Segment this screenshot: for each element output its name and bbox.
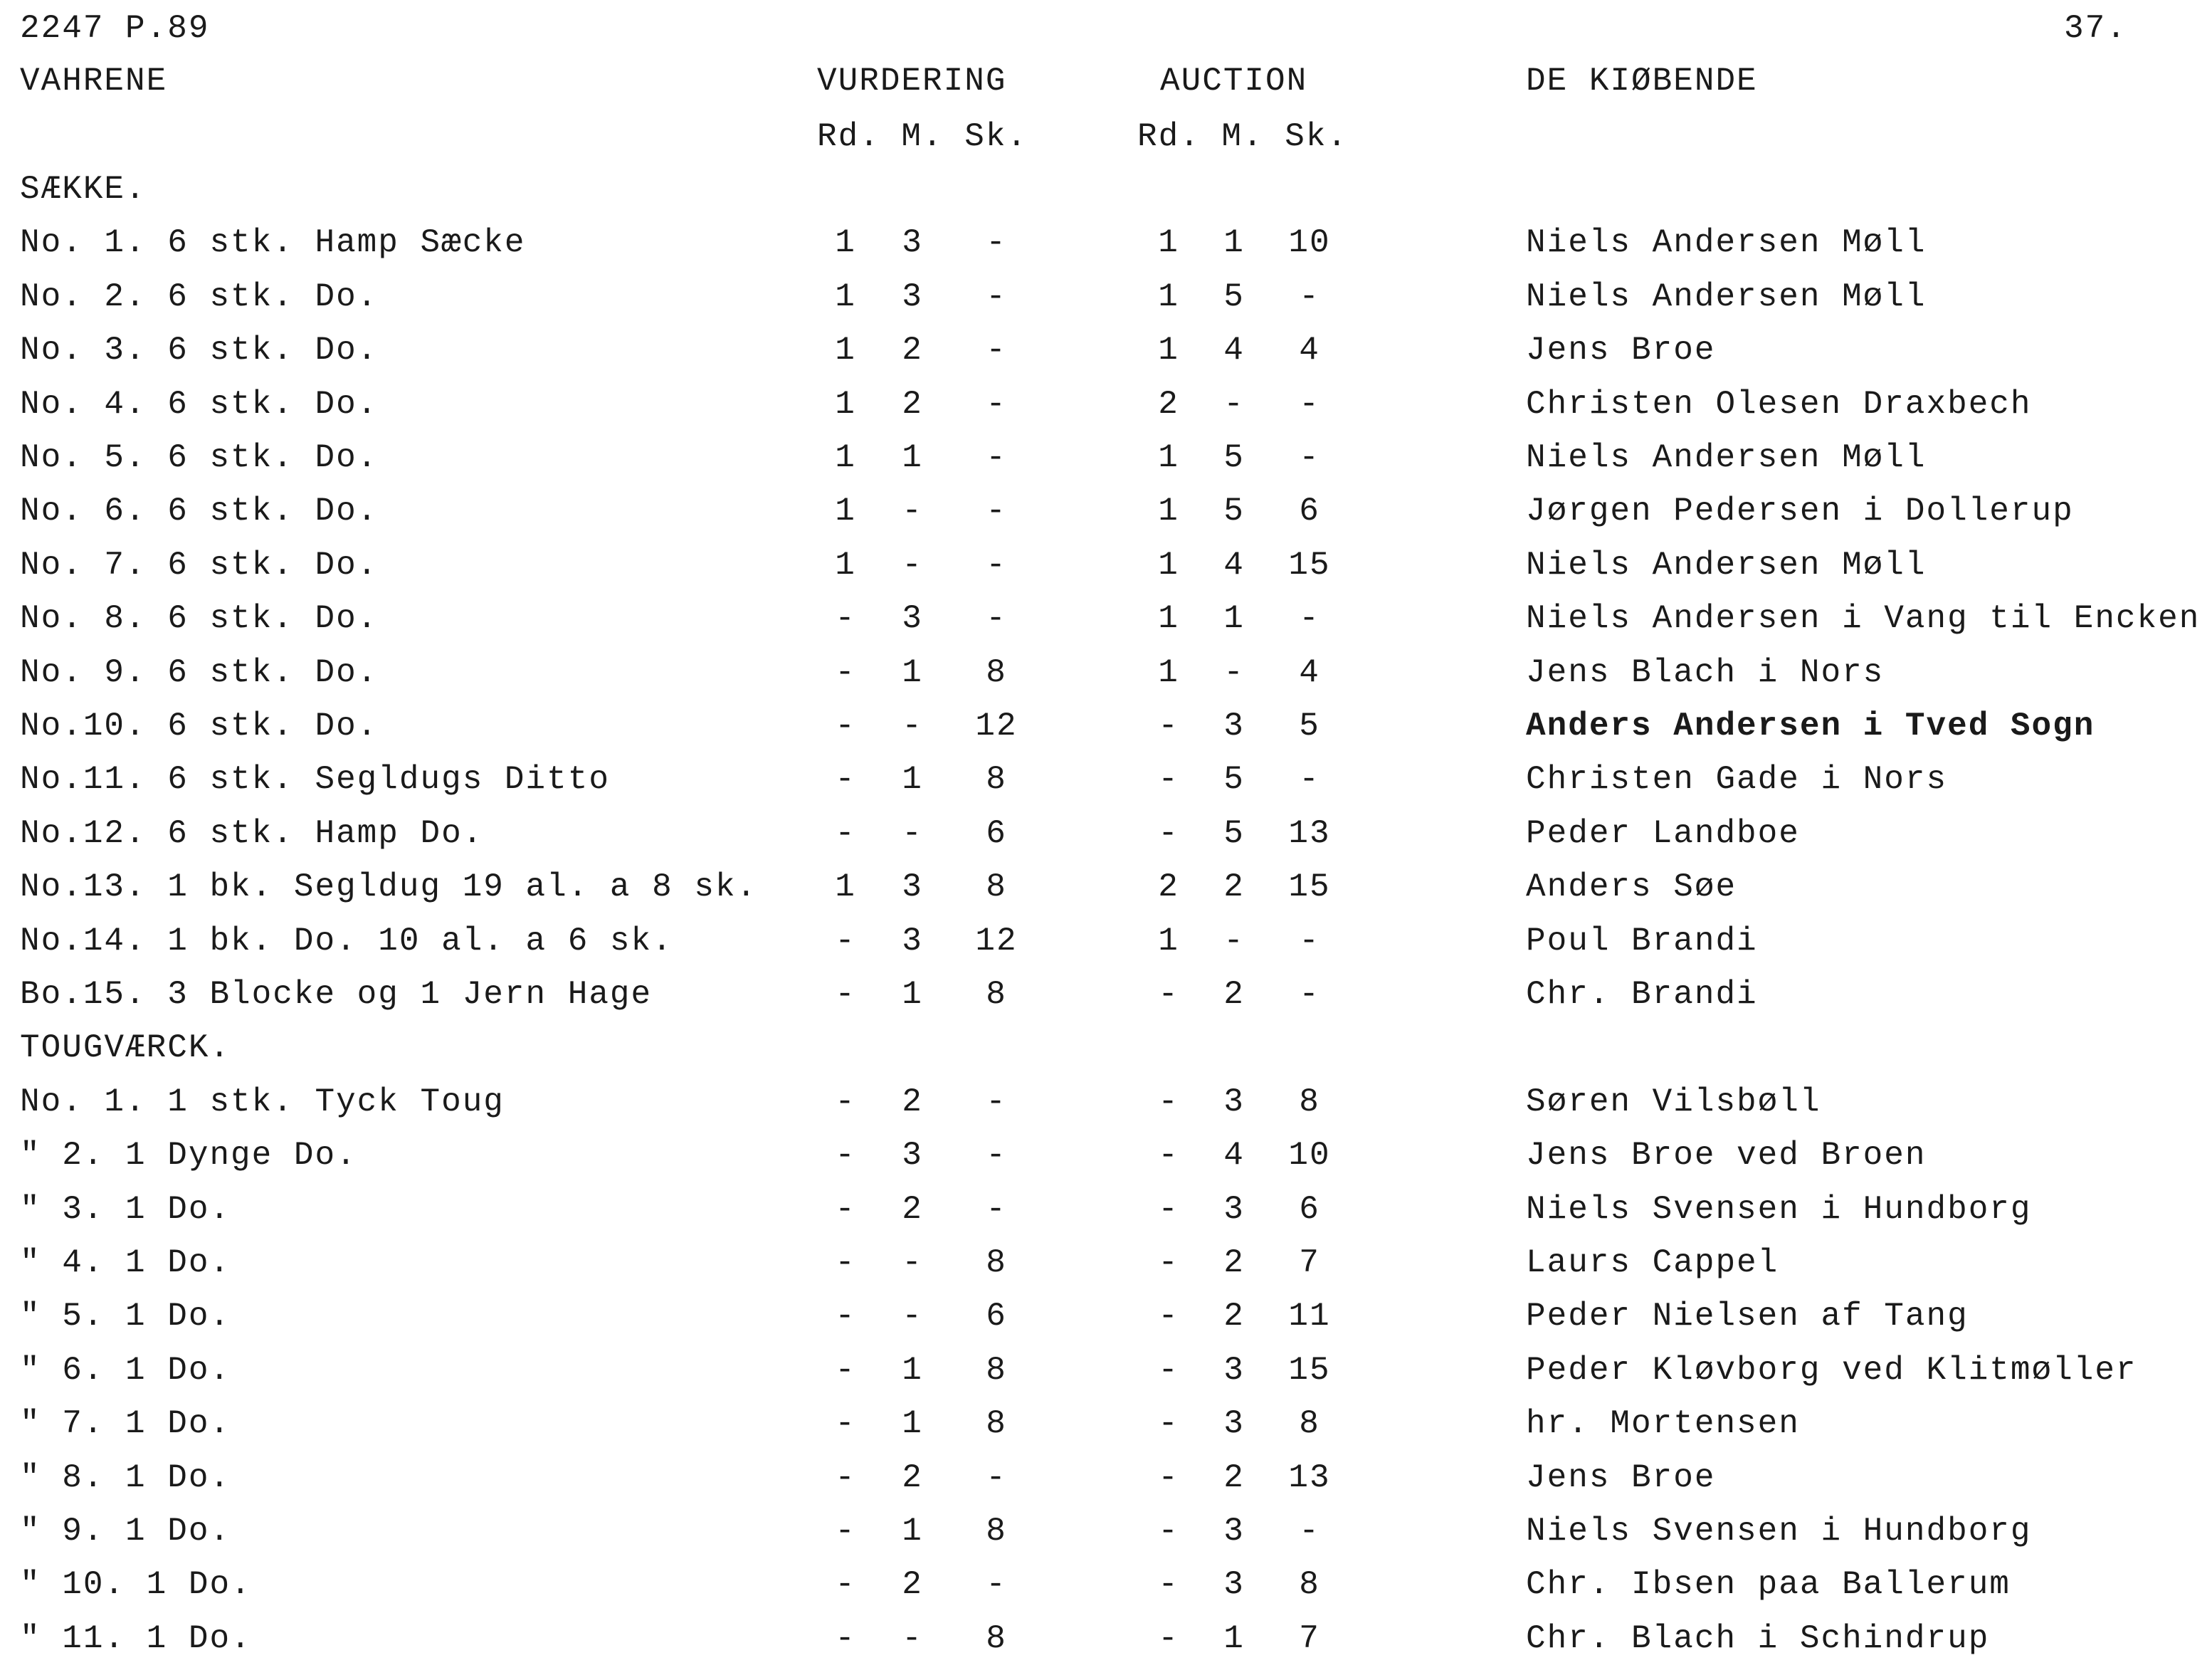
auction-m: 5 bbox=[1223, 761, 1245, 799]
auction-m: 3 bbox=[1223, 708, 1245, 745]
valuation-rd: - bbox=[835, 1298, 856, 1335]
table-row bbox=[0, 708, 2212, 757]
buyer-name: Jens Broe bbox=[1526, 1459, 1716, 1496]
auction-sk: 6 bbox=[1299, 493, 1320, 530]
valuation-m: 3 bbox=[902, 278, 923, 315]
valuation-rd: 1 bbox=[835, 546, 856, 584]
auction-sk: 8 bbox=[1299, 1566, 1320, 1604]
item-description: " 4. 1 Do. bbox=[20, 1244, 231, 1281]
valuation-sk: 8 bbox=[986, 1405, 1007, 1443]
valuation-rd: - bbox=[835, 1244, 856, 1281]
auction-sk: 5 bbox=[1299, 708, 1320, 745]
valuation-sk: 8 bbox=[986, 868, 1007, 906]
buyer-name: Christen Gade i Nors bbox=[1526, 761, 1948, 799]
valuation-rd: - bbox=[835, 1351, 856, 1389]
buyer-name: Chr. Ibsen paa Ballerum bbox=[1526, 1566, 2011, 1604]
auction-rd: 1 bbox=[1158, 653, 1179, 691]
auction-sk: 13 bbox=[1288, 814, 1331, 852]
valuation-m: - bbox=[902, 708, 923, 745]
auction-sk: 15 bbox=[1288, 1351, 1331, 1389]
auction-sk: - bbox=[1299, 385, 1320, 423]
valuation-sk: 8 bbox=[986, 976, 1007, 1013]
auction-sk: - bbox=[1299, 600, 1320, 638]
item-description: No. 8. 6 stk. Do. bbox=[20, 600, 379, 638]
auction-m: 3 bbox=[1223, 1405, 1245, 1443]
auction-sk: - bbox=[1299, 1513, 1320, 1550]
valuation-m: 3 bbox=[902, 224, 923, 262]
item-description: " 10. 1 Do. bbox=[20, 1566, 252, 1604]
auction-sk: 13 bbox=[1288, 1459, 1331, 1496]
auction-sk: 8 bbox=[1299, 1083, 1320, 1120]
table-row bbox=[0, 1513, 2212, 1563]
item-description: No. 4. 6 stk. Do. bbox=[20, 385, 379, 423]
auction-sk: 11 bbox=[1288, 1298, 1331, 1335]
auction-m: - bbox=[1223, 385, 1245, 423]
auction-sk: 15 bbox=[1288, 546, 1331, 584]
auction-rd: - bbox=[1158, 1619, 1179, 1657]
subheader-auction-units: Rd. M. Sk. bbox=[1137, 118, 1349, 155]
buyer-name: Peder Landboe bbox=[1526, 814, 1800, 852]
valuation-sk: 8 bbox=[986, 1244, 1007, 1281]
valuation-rd: 1 bbox=[835, 385, 856, 423]
buyer-name: hr. Mortensen bbox=[1526, 1405, 1800, 1443]
valuation-rd: - bbox=[835, 1137, 856, 1175]
auction-m: - bbox=[1223, 653, 1245, 691]
buyer-name: Niels Andersen Møll bbox=[1526, 439, 1927, 476]
auction-rd: - bbox=[1158, 1298, 1179, 1335]
auction-m: 3 bbox=[1223, 1513, 1245, 1550]
auction-sk: 4 bbox=[1299, 332, 1320, 369]
column-header-buyers: DE KIØBENDE bbox=[1526, 63, 1758, 100]
auction-m: 2 bbox=[1223, 976, 1245, 1013]
auction-m: 5 bbox=[1223, 493, 1245, 530]
auction-rd: 1 bbox=[1158, 278, 1179, 315]
column-header-valuation: VURDERING bbox=[817, 63, 1007, 100]
auction-sk: 7 bbox=[1299, 1244, 1320, 1281]
valuation-m: 2 bbox=[902, 1459, 923, 1496]
valuation-m: - bbox=[902, 546, 923, 584]
valuation-rd: - bbox=[835, 761, 856, 799]
auction-m: 5 bbox=[1223, 439, 1245, 476]
valuation-sk: 8 bbox=[986, 761, 1007, 799]
buyer-name: Niels Andersen Møll bbox=[1526, 546, 1927, 584]
valuation-m: 1 bbox=[902, 1351, 923, 1389]
auction-rd: - bbox=[1158, 814, 1179, 852]
valuation-sk: - bbox=[986, 224, 1007, 262]
valuation-sk: - bbox=[986, 278, 1007, 315]
item-description: No. 1. 1 stk. Tyck Toug bbox=[20, 1083, 505, 1120]
buyer-name: Peder Kløvborg ved Klitmøller bbox=[1526, 1351, 2137, 1389]
auction-m: 4 bbox=[1223, 1137, 1245, 1175]
subheader-valuation-units: Rd. M. Sk. bbox=[817, 118, 1028, 155]
auction-sk: 8 bbox=[1299, 1405, 1320, 1443]
valuation-m: 3 bbox=[902, 868, 923, 906]
valuation-m: 3 bbox=[902, 1137, 923, 1175]
valuation-sk: 8 bbox=[986, 1513, 1007, 1550]
valuation-rd: - bbox=[835, 1459, 856, 1496]
valuation-rd: - bbox=[835, 814, 856, 852]
auction-m: 3 bbox=[1223, 1566, 1245, 1604]
valuation-sk: - bbox=[986, 493, 1007, 530]
section-heading: TOUGVÆRCK. bbox=[20, 1029, 231, 1067]
valuation-rd: - bbox=[835, 1566, 856, 1604]
auction-sk: 4 bbox=[1299, 653, 1320, 691]
auction-sk: 10 bbox=[1288, 1137, 1331, 1175]
table-row bbox=[0, 1566, 2212, 1616]
valuation-rd: - bbox=[835, 976, 856, 1013]
table-row bbox=[0, 815, 2212, 865]
auction-rd: - bbox=[1158, 1244, 1179, 1281]
auction-rd: 1 bbox=[1158, 493, 1179, 530]
section-heading: SÆKKE. bbox=[20, 171, 147, 208]
valuation-sk: 12 bbox=[975, 922, 1018, 960]
valuation-rd: 1 bbox=[835, 332, 856, 369]
valuation-sk: - bbox=[986, 1459, 1007, 1496]
auction-m: 2 bbox=[1223, 868, 1245, 906]
buyer-name: Laurs Cappel bbox=[1526, 1244, 1779, 1281]
valuation-m: 1 bbox=[902, 653, 923, 691]
auction-rd: - bbox=[1158, 1351, 1179, 1389]
valuation-m: - bbox=[902, 1244, 923, 1281]
valuation-m: - bbox=[902, 814, 923, 852]
item-description: No. 1. 6 stk. Hamp Sæcke bbox=[20, 224, 526, 262]
valuation-m: - bbox=[902, 493, 923, 530]
auction-rd: 2 bbox=[1158, 385, 1179, 423]
item-description: " 3. 1 Do. bbox=[20, 1190, 231, 1228]
valuation-sk: 6 bbox=[986, 814, 1007, 852]
table-row bbox=[0, 1244, 2212, 1294]
buyer-name: Jens Broe ved Broen bbox=[1526, 1137, 1927, 1175]
item-description: No.14. 1 bk. Do. 10 al. a 6 sk. bbox=[20, 922, 673, 960]
valuation-rd: 1 bbox=[835, 493, 856, 530]
valuation-sk: - bbox=[986, 1137, 1007, 1175]
auction-m: 3 bbox=[1223, 1190, 1245, 1228]
auction-rd: - bbox=[1158, 1405, 1179, 1443]
auction-sk: - bbox=[1299, 439, 1320, 476]
valuation-sk: 8 bbox=[986, 1619, 1007, 1657]
valuation-rd: - bbox=[835, 653, 856, 691]
valuation-m: 2 bbox=[902, 1190, 923, 1228]
table-row bbox=[0, 1620, 2212, 1670]
auction-rd: - bbox=[1158, 1459, 1179, 1496]
auction-rd: 1 bbox=[1158, 332, 1179, 369]
auction-rd: - bbox=[1158, 1513, 1179, 1550]
valuation-rd: 1 bbox=[835, 439, 856, 476]
document-reference: 2247 P.89 bbox=[20, 10, 210, 47]
valuation-sk: 12 bbox=[975, 708, 1018, 745]
auction-m: 2 bbox=[1223, 1298, 1245, 1335]
table-row bbox=[0, 278, 2212, 328]
valuation-sk: - bbox=[986, 600, 1007, 638]
auction-rd: - bbox=[1158, 976, 1179, 1013]
item-description: No. 3. 6 stk. Do. bbox=[20, 332, 379, 369]
auction-sk: 6 bbox=[1299, 1190, 1320, 1228]
buyer-name: Søren Vilsbøll bbox=[1526, 1083, 1821, 1120]
auction-sk: - bbox=[1299, 761, 1320, 799]
table-row bbox=[0, 868, 2212, 918]
valuation-m: - bbox=[902, 1619, 923, 1657]
auction-rd: - bbox=[1158, 1137, 1179, 1175]
buyer-name: Niels Svensen i Hundborg bbox=[1526, 1190, 2032, 1228]
auction-m: 2 bbox=[1223, 1459, 1245, 1496]
item-description: No.10. 6 stk. Do. bbox=[20, 708, 379, 745]
valuation-rd: - bbox=[835, 1619, 856, 1657]
auction-m: 1 bbox=[1223, 224, 1245, 262]
buyer-name: Niels Andersen i Vang til Encken bbox=[1526, 600, 2201, 638]
item-description: No. 6. 6 stk. Do. bbox=[20, 493, 379, 530]
auction-rd: 1 bbox=[1158, 600, 1179, 638]
auction-m: 4 bbox=[1223, 546, 1245, 584]
auction-rd: - bbox=[1158, 761, 1179, 799]
table-row bbox=[0, 1298, 2212, 1348]
buyer-name: Niels Svensen i Hundborg bbox=[1526, 1513, 2032, 1550]
valuation-sk: - bbox=[986, 385, 1007, 423]
valuation-rd: - bbox=[835, 708, 856, 745]
valuation-m: 1 bbox=[902, 976, 923, 1013]
auction-sk: 15 bbox=[1288, 868, 1331, 906]
valuation-m: 1 bbox=[902, 1513, 923, 1550]
item-description: No. 2. 6 stk. Do. bbox=[20, 278, 379, 315]
auction-rd: - bbox=[1158, 708, 1179, 745]
valuation-m: 2 bbox=[902, 332, 923, 369]
buyer-name: Chr. Brandi bbox=[1526, 976, 1758, 1013]
valuation-m: 2 bbox=[902, 385, 923, 423]
auction-sk: - bbox=[1299, 278, 1320, 315]
auction-rd: 1 bbox=[1158, 439, 1179, 476]
item-description: " 2. 1 Dynge Do. bbox=[20, 1137, 357, 1175]
item-description: No. 7. 6 stk. Do. bbox=[20, 546, 379, 584]
valuation-sk: 8 bbox=[986, 1351, 1007, 1389]
buyer-name: Jørgen Pedersen i Dollerup bbox=[1526, 493, 2074, 530]
table-row bbox=[0, 654, 2212, 704]
item-description: No.11. 6 stk. Segldugs Ditto bbox=[20, 761, 610, 799]
buyer-name: Niels Andersen Møll bbox=[1526, 278, 1927, 315]
valuation-sk: - bbox=[986, 1566, 1007, 1604]
item-description: No. 9. 6 stk. Do. bbox=[20, 653, 379, 691]
valuation-rd: 1 bbox=[835, 278, 856, 315]
item-description: " 11. 1 Do. bbox=[20, 1619, 252, 1657]
item-description: " 9. 1 Do. bbox=[20, 1513, 231, 1550]
valuation-m: 3 bbox=[902, 600, 923, 638]
valuation-sk: 6 bbox=[986, 1298, 1007, 1335]
valuation-m: 2 bbox=[902, 1083, 923, 1120]
valuation-sk: - bbox=[986, 546, 1007, 584]
valuation-m: 1 bbox=[902, 1405, 923, 1443]
buyer-name: Poul Brandi bbox=[1526, 922, 1758, 960]
auction-m: 5 bbox=[1223, 278, 1245, 315]
valuation-sk: - bbox=[986, 1083, 1007, 1120]
page-number: 37. bbox=[2064, 10, 2127, 47]
table-row bbox=[0, 1405, 2212, 1455]
valuation-sk: - bbox=[986, 332, 1007, 369]
buyer-name: Anders Andersen i Tved Sogn bbox=[1526, 708, 2095, 745]
auction-rd: 2 bbox=[1158, 868, 1179, 906]
auction-rd: 1 bbox=[1158, 922, 1179, 960]
auction-sk: 10 bbox=[1288, 224, 1331, 262]
column-header-auction: AUCTION bbox=[1160, 63, 1308, 100]
valuation-sk: - bbox=[986, 439, 1007, 476]
auction-sk: - bbox=[1299, 922, 1320, 960]
valuation-rd: 1 bbox=[835, 868, 856, 906]
table-row bbox=[0, 332, 2212, 382]
table-row bbox=[0, 493, 2212, 542]
item-description: No.13. 1 bk. Segldug 19 al. a 8 sk. bbox=[20, 868, 758, 906]
auction-m: 5 bbox=[1223, 814, 1245, 852]
buyer-name: Chr. Blach i Schindrup bbox=[1526, 1619, 1990, 1657]
auction-m: 2 bbox=[1223, 1244, 1245, 1281]
item-description: " 8. 1 Do. bbox=[20, 1459, 231, 1496]
auction-rd: - bbox=[1158, 1566, 1179, 1604]
valuation-rd: - bbox=[835, 1405, 856, 1443]
column-header-goods: VAHRENE bbox=[20, 63, 168, 100]
item-description: No.12. 6 stk. Hamp Do. bbox=[20, 814, 484, 852]
table-row bbox=[0, 600, 2212, 650]
table-row bbox=[0, 547, 2212, 597]
valuation-rd: - bbox=[835, 1513, 856, 1550]
buyer-name: Jens Broe bbox=[1526, 332, 1716, 369]
table-row bbox=[0, 976, 2212, 1026]
auction-sk: - bbox=[1299, 976, 1320, 1013]
auction-m: 3 bbox=[1223, 1083, 1245, 1120]
auction-rd: 1 bbox=[1158, 546, 1179, 584]
table-row bbox=[0, 386, 2212, 436]
auction-m: - bbox=[1223, 922, 1245, 960]
valuation-m: - bbox=[902, 1298, 923, 1335]
table-row bbox=[0, 439, 2212, 489]
auction-m: 4 bbox=[1223, 332, 1245, 369]
buyer-name: Niels Andersen Møll bbox=[1526, 224, 1927, 262]
auction-m: 1 bbox=[1223, 600, 1245, 638]
buyer-name: Jens Blach i Nors bbox=[1526, 653, 1885, 691]
valuation-m: 2 bbox=[902, 1566, 923, 1604]
valuation-rd: - bbox=[835, 600, 856, 638]
auction-m: 1 bbox=[1223, 1619, 1245, 1657]
item-description: " 5. 1 Do. bbox=[20, 1298, 231, 1335]
table-row bbox=[0, 1191, 2212, 1241]
valuation-rd: - bbox=[835, 1190, 856, 1228]
valuation-rd: - bbox=[835, 1083, 856, 1120]
item-description: Bo.15. 3 Blocke og 1 Jern Hage bbox=[20, 976, 653, 1013]
table-row bbox=[0, 1352, 2212, 1402]
buyer-name: Anders Søe bbox=[1526, 868, 1737, 906]
valuation-rd: 1 bbox=[835, 224, 856, 262]
table-row bbox=[0, 923, 2212, 972]
table-row bbox=[0, 1459, 2212, 1509]
valuation-sk: - bbox=[986, 1190, 1007, 1228]
auction-sk: 7 bbox=[1299, 1619, 1320, 1657]
auction-rd: 1 bbox=[1158, 224, 1179, 262]
buyer-name: Christen Olesen Draxbech bbox=[1526, 385, 2032, 423]
buyer-name: Peder Nielsen af Tang bbox=[1526, 1298, 1969, 1335]
table-row bbox=[0, 224, 2212, 274]
valuation-m: 3 bbox=[902, 922, 923, 960]
table-row bbox=[0, 1083, 2212, 1133]
item-description: No. 5. 6 stk. Do. bbox=[20, 439, 379, 476]
item-description: " 6. 1 Do. bbox=[20, 1351, 231, 1389]
table-row bbox=[0, 1137, 2212, 1187]
valuation-sk: 8 bbox=[986, 653, 1007, 691]
item-description: " 7. 1 Do. bbox=[20, 1405, 231, 1443]
auction-m: 3 bbox=[1223, 1351, 1245, 1389]
auction-rd: - bbox=[1158, 1190, 1179, 1228]
table-row bbox=[0, 761, 2212, 811]
auction-rd: - bbox=[1158, 1083, 1179, 1120]
valuation-m: 1 bbox=[902, 761, 923, 799]
valuation-rd: - bbox=[835, 922, 856, 960]
valuation-m: 1 bbox=[902, 439, 923, 476]
